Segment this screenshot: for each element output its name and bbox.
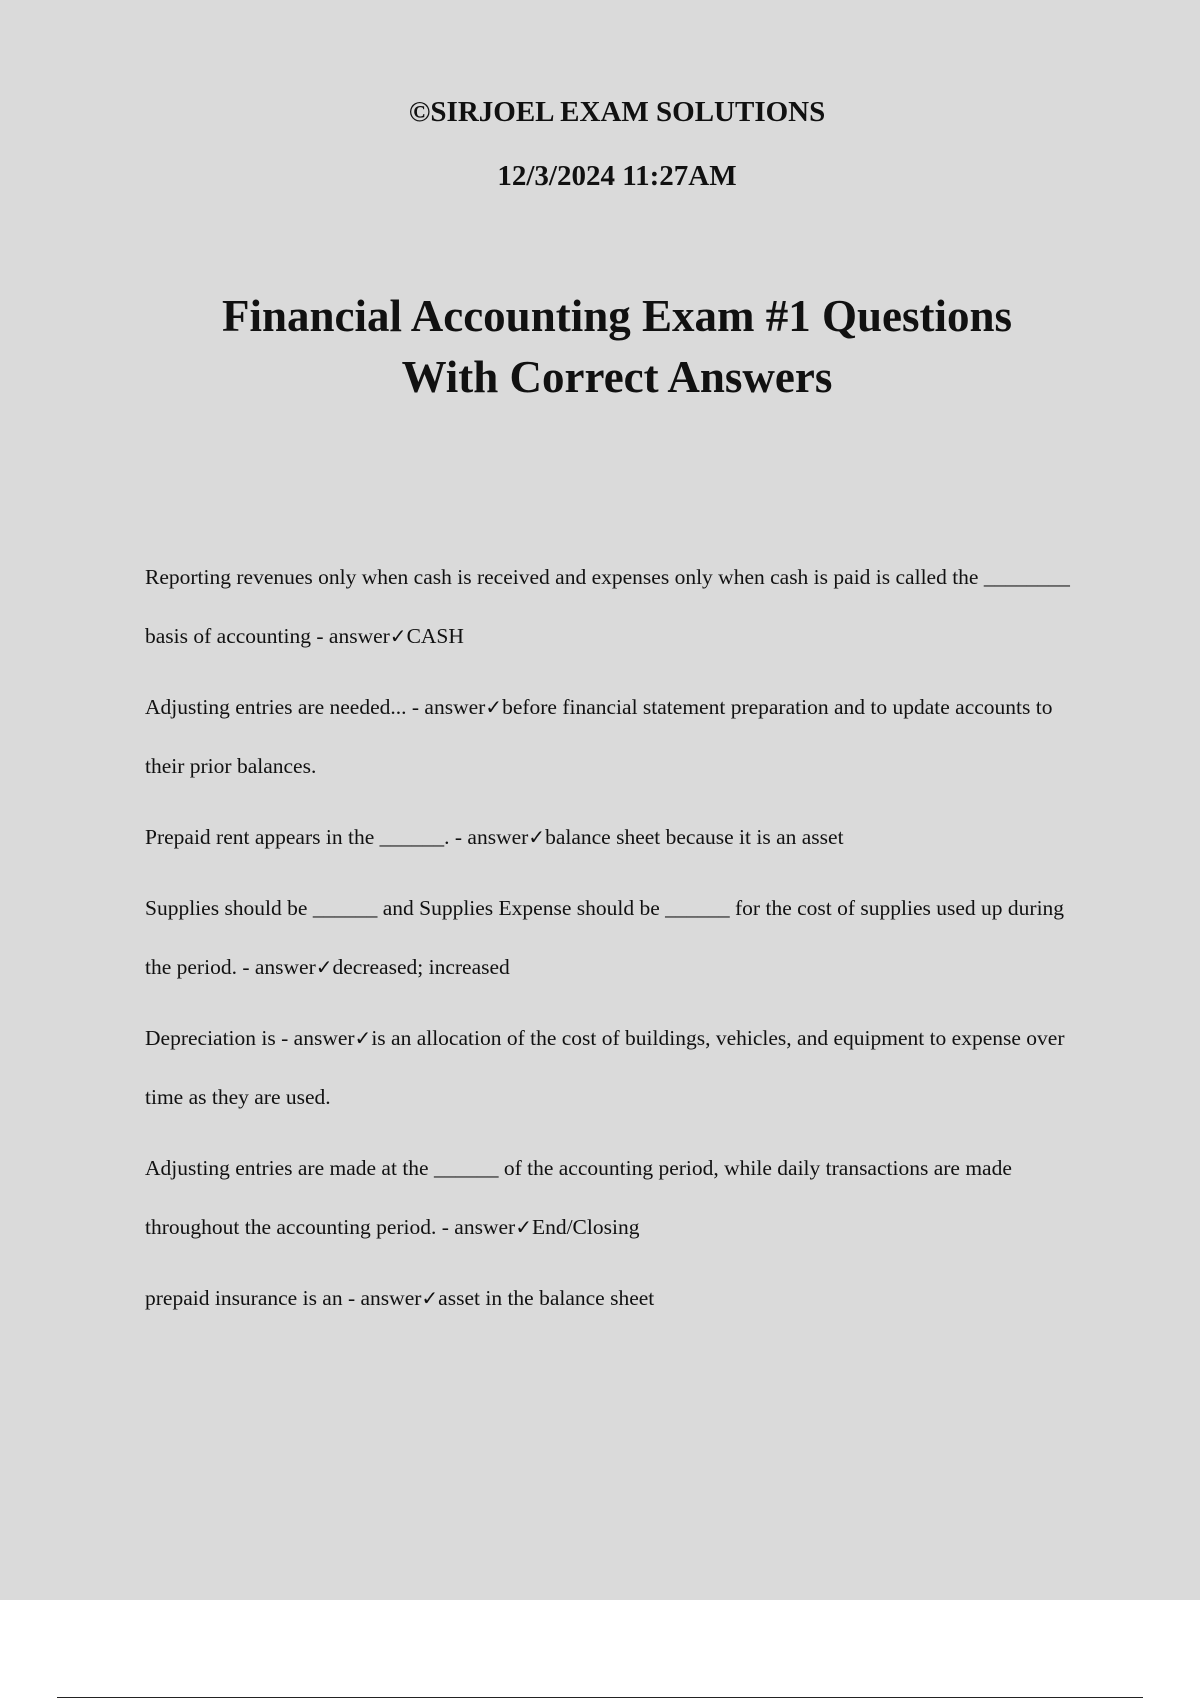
document-title	[0, 286, 1200, 408]
qa-item	[145, 808, 1095, 867]
answer-marker: answer	[467, 825, 529, 849]
question-text: Prepaid rent appears in the ______. -	[145, 825, 468, 849]
check-icon: ✓	[354, 1026, 372, 1050]
timestamp-header: 12/3/2024 11:27AM	[497, 160, 737, 192]
answer-marker: answer	[424, 695, 486, 719]
question-text: Depreciation is -	[145, 1026, 294, 1050]
check-icon: ✓	[485, 695, 503, 719]
answer-marker: answer	[254, 955, 316, 979]
footer-divider	[57, 1697, 1143, 1698]
answer-text: decreased; increased	[332, 955, 510, 979]
answer-text: End/Closing	[531, 1215, 640, 1239]
qa-item	[145, 1269, 1095, 1328]
qa-list	[145, 548, 1095, 1340]
answer-marker: answer	[328, 624, 390, 648]
check-icon: ✓	[515, 1215, 532, 1239]
answer-text: asset in the balance sheet	[438, 1286, 655, 1310]
answer-text: balance sheet because it is an asset	[545, 825, 844, 849]
check-icon: ✓	[315, 955, 333, 979]
question-text: Adjusting entries are needed... -	[145, 695, 425, 719]
title-line-2: With Correct Answers	[401, 352, 833, 402]
qa-item	[145, 548, 1095, 666]
question-text: Supplies should be ______ and Supplies Expense should be ______ for the cost of supplies used up during the period. -	[145, 896, 1065, 979]
answer-text: is an allocation of the cost of buildings, vehicles, and equipment to expense over time as they are used.	[145, 1026, 1065, 1109]
brand-header: ©SIRJOEL EXAM SOLUTIONS	[408, 96, 826, 128]
qa-item	[145, 1009, 1095, 1127]
qa-item	[145, 879, 1095, 997]
check-icon: ✓	[389, 624, 407, 648]
answer-text: CASH	[406, 624, 464, 648]
title-line-1: Financial Accounting Exam #1 Questions	[221, 291, 1013, 341]
question-text: prepaid insurance is an -	[145, 1286, 361, 1310]
question-text: Reporting revenues only when cash is received and expenses only when cash is paid is called the ________ basis of accounting -	[145, 565, 1070, 648]
qa-item	[145, 678, 1095, 796]
qa-item	[145, 1139, 1095, 1257]
answer-marker: answer	[360, 1286, 422, 1310]
answer-marker: answer	[454, 1215, 516, 1239]
check-icon: ✓	[528, 825, 546, 849]
question-text: Adjusting entries are made at the ______ of the accounting period, while daily transactions are made throughout the accounting period. -	[145, 1156, 1012, 1239]
check-icon: ✓	[421, 1286, 439, 1310]
answer-text: before financial statement preparation and to update accounts to their prior balances.	[145, 695, 1053, 778]
answer-marker: answer	[293, 1026, 355, 1050]
